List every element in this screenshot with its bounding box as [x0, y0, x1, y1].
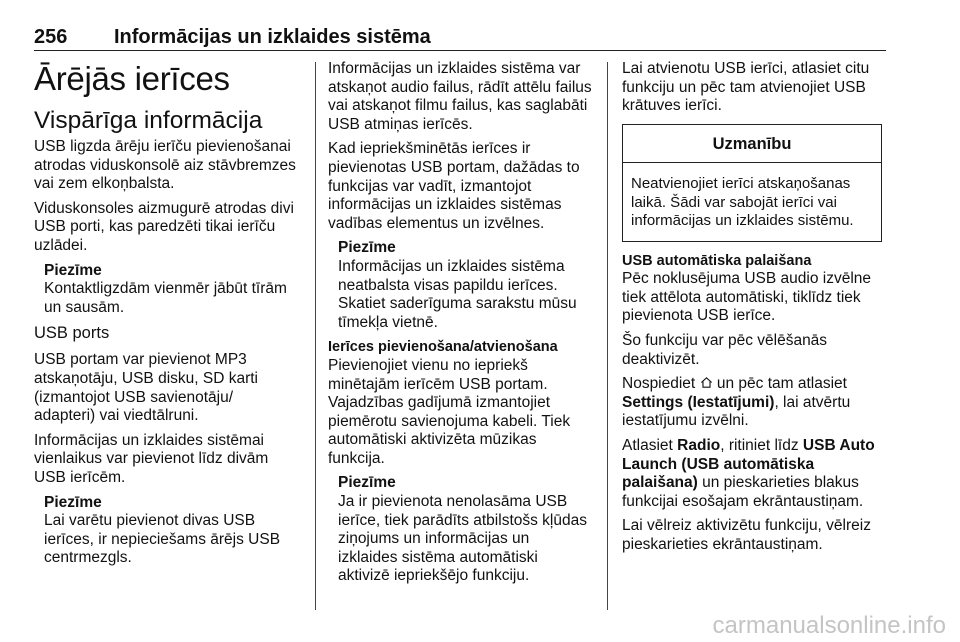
note-title: Piezīme	[44, 493, 102, 511]
paragraph: USB ligzda ārēju ierīču pievienošanai atrodas viduskonsolē aiz stāvbremzes vai zem elkoņbalsta.	[34, 138, 296, 193]
connect-heading: Ierīces pievienošana/atvienošana	[328, 339, 558, 356]
radio-label: Radio	[677, 436, 721, 454]
column-3	[622, 60, 886, 561]
note-text: Ja ir pievienota nenolasāma USB ierīce, tiek parādīts atbilstošs kļūdas ziņojums un informācijas un izklaides sistēma automātiski aktivizē iepriekšējo funkciju.	[338, 493, 587, 585]
note-text: Informācijas un izklaides sistēma neatbalsta visas papildu ierīces. Skatiet saderīguma sarakstu mūsu tīmekļa vietnē.	[338, 257, 577, 331]
note-text: Lai varētu pievienot divas USB ierīces, ir nepieciešams ārējs USB centrmezgls.	[44, 512, 281, 567]
note	[44, 494, 298, 568]
note	[338, 239, 592, 332]
text-run: un pieskarieties blakus funkcijai esošajam ekrāntaustiņam.	[622, 474, 864, 510]
watermark: carmanualsonline.info	[712, 612, 946, 639]
note-title: Piezīme	[338, 239, 396, 257]
paragraph: Informācijas un izklaides sistēmai vienlaikus var pievienot līdz divām USB ierīcēm.	[34, 431, 269, 486]
text-run: , ritiniet līdz	[720, 436, 799, 454]
usb-auto-launch-label: USB Auto Launch (USB automātiska palaišana)	[622, 436, 875, 492]
text-run: Nospiediet	[622, 375, 696, 393]
usb-ports-heading: USB ports	[34, 324, 110, 343]
paragraph: Lai atvienotu USB ierīci, atlasiet citu funkciju un pēc tam atvienojiet USB krātuves ierīci.	[622, 60, 870, 115]
note	[338, 474, 592, 586]
column-2	[328, 60, 592, 592]
caution-box	[622, 124, 882, 242]
paragraph: Viduskonsoles aizmugurē atrodas divi USB porti, kas paredzēti tikai ierīču uzlādei.	[34, 199, 294, 254]
note-title: Piezīme	[338, 474, 396, 492]
paragraph: Šo funkciju var pēc vēlēšanās deaktivizēt.	[622, 331, 828, 368]
paragraph	[622, 437, 886, 511]
caution-text: Neatvienojiet ierīci atskaņošanas laikā. Šādi var sabojāt ierīci vai informācijas un izklaides sistēmu.	[631, 175, 854, 230]
page-header	[34, 26, 886, 51]
page-number: 256	[34, 26, 68, 48]
subsection-title: Vispārīga informācija	[34, 107, 263, 134]
paragraph: Kad iepriekšminētās ierīces ir pievienotas USB portam, dažādas to funkcijas var vadīt, izmantojot informācijas un izklaides sistēmas vadības elementus un izvēlnes.	[328, 140, 580, 232]
running-title: Informācijas un izklaides sistēma	[114, 26, 431, 48]
section-title: Ārējās ierīces	[34, 60, 230, 97]
settings-label: Settings (Iestatījumi)	[622, 393, 775, 411]
paragraph: Informācijas un izklaides sistēma var atskaņot audio failus, rādīt attēlu failus vai atskaņot filmu failus, kas saglabāti USB atmiņas ierīcēs.	[328, 60, 592, 133]
column-divider	[607, 62, 608, 610]
paragraph: Lai vēlreiz aktivizētu funkciju, vēlreiz pieskarieties ekrāntaustiņam.	[622, 517, 871, 553]
note-text: Kontaktligzdām vienmēr jābūt tīrām un sausām.	[44, 280, 287, 316]
text-run: un pēc tam atlasiet	[716, 375, 847, 393]
column-1	[34, 60, 298, 574]
paragraph: Pēc noklusējuma USB audio izvēlne tiek attēlota automātiski, tiklīdz tiek pievienota USB ierīce.	[622, 270, 871, 325]
autolaunch-heading: USB automātiska palaišana	[622, 252, 812, 269]
note-title: Piezīme	[44, 261, 102, 279]
paragraph: Pievienojiet vienu no iepriekš minētajām ierīcēm USB portam. Vajadzības gadījumā izmantojiet piemērotu savienojuma kabeli. Tiek automātiski aktivizēta mūzikas funkcija.	[328, 356, 571, 467]
text-run: , lai atvērtu iestatījumu izvēlni.	[622, 393, 851, 430]
home-icon	[700, 376, 713, 389]
caution-title: Uzmanību	[623, 125, 881, 164]
note	[44, 262, 298, 318]
text-run: Atlasiet	[622, 436, 673, 454]
paragraph: USB portam var pievienot MP3 atskaņotāju, USB disku, SD karti (izmantojot USB savienotāju/ adapteri) vai viedtālruni.	[34, 351, 258, 425]
paragraph	[622, 375, 886, 431]
column-divider	[315, 62, 316, 610]
